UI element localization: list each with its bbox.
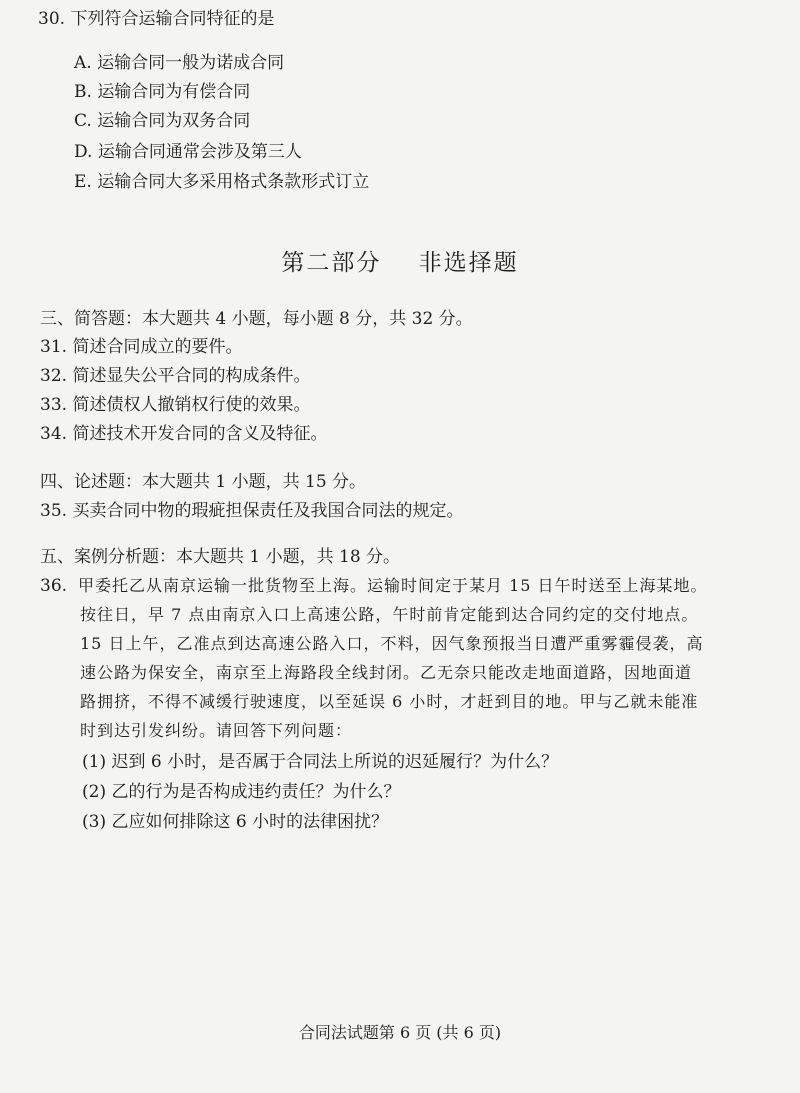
question-text: 简述技术开发合同的含义及特征。 [72,424,328,444]
question-number: 33. [40,395,68,415]
option-a [74,52,284,74]
sub-question-3: (3) 乙应如何排除这 6 小时的法律困扰？ [82,812,389,832]
option-label: C. [74,111,92,131]
case-line-6: 时到达引发纠纷。请回答下列问题： [80,721,353,740]
question-34 [40,423,327,445]
option-text: 运输合同大多采用格式条款形式订立 [97,172,370,192]
question-text: 简述显失公平合同的构成条件。 [72,366,311,386]
option-text: 运输合同通常会涉及第三人 [97,142,302,162]
question-number: 31. [40,337,68,357]
part-2-title-right: 非选择题 [418,250,519,276]
sub-question-2: (2) 乙的行为是否构成违约责任？为什么？ [82,782,401,802]
option-text: 运输合同为有偿合同 [97,82,251,102]
option-label: E. [74,172,92,192]
question-30-stem [38,8,274,30]
question-number: 35. [40,501,68,521]
option-e [74,171,369,193]
option-text: 运输合同为双务合同 [97,111,251,131]
question-36-number: 36. [40,576,68,596]
question-35 [40,500,463,522]
case-line-1: 甲委托乙从南京运输一批货物至上海。运输时间定于某月 15 日午时送至上海某地。 [78,576,708,595]
section-3-header: 三、简答题：本大题共 4 小题，每小题 8 分，共 32 分。 [40,309,473,329]
case-line-4: 速公路为保安全，南京至上海路段全线封闭。乙无奈只能改走地面道路，因地面道 [80,663,693,682]
question-31 [40,336,242,358]
part-2-title-left: 第二部分 [281,250,382,276]
question-text: 简述债权人撤销权行使的效果。 [72,395,311,415]
question-number: 32. [40,366,68,386]
option-b [74,81,250,103]
option-label: D. [74,142,93,162]
option-label: A. [74,53,92,73]
sub-question-1: (1) 迟到 6 小时，是否属于合同法上所说的迟延履行？为什么？ [82,752,559,772]
case-line-3: 15 日上午，乙准点到达高速公路入口，不料，因气象预报当日遭严重雾霾侵袭，高 [80,634,704,653]
case-line-5: 路拥挤，不得不减缓行驶速度，以至延误 6 小时，才赶到目的地。甲与乙就未能准 [80,692,699,711]
question-33 [40,394,310,416]
part-2-heading [0,244,800,277]
section-5-header: 五、案例分析题：本大题共 1 小题，共 18 分。 [40,547,401,567]
option-label: B. [74,82,92,102]
question-number: 34. [40,424,68,444]
question-text: 买卖合同中物的瑕疵担保责任及我国合同法的规定。 [72,501,464,521]
question-number: 30. [38,9,66,29]
question-text: 简述合同成立的要件。 [72,337,243,357]
case-line-2: 按往日，早 7 点由南京入口上高速公路，午时前肯定能到达合同约定的交付地点。 [80,605,699,624]
option-d [74,141,302,163]
question-32 [40,365,310,387]
page-footer: 合同法试题第 6 页 (共 6 页) [298,1023,502,1042]
option-text: 运输合同一般为诺成合同 [97,53,285,73]
question-text: 下列符合运输合同特征的是 [70,9,275,29]
section-4-header: 四、论述题：本大题共 1 小题，共 15 分。 [40,472,367,492]
option-c [74,110,250,132]
